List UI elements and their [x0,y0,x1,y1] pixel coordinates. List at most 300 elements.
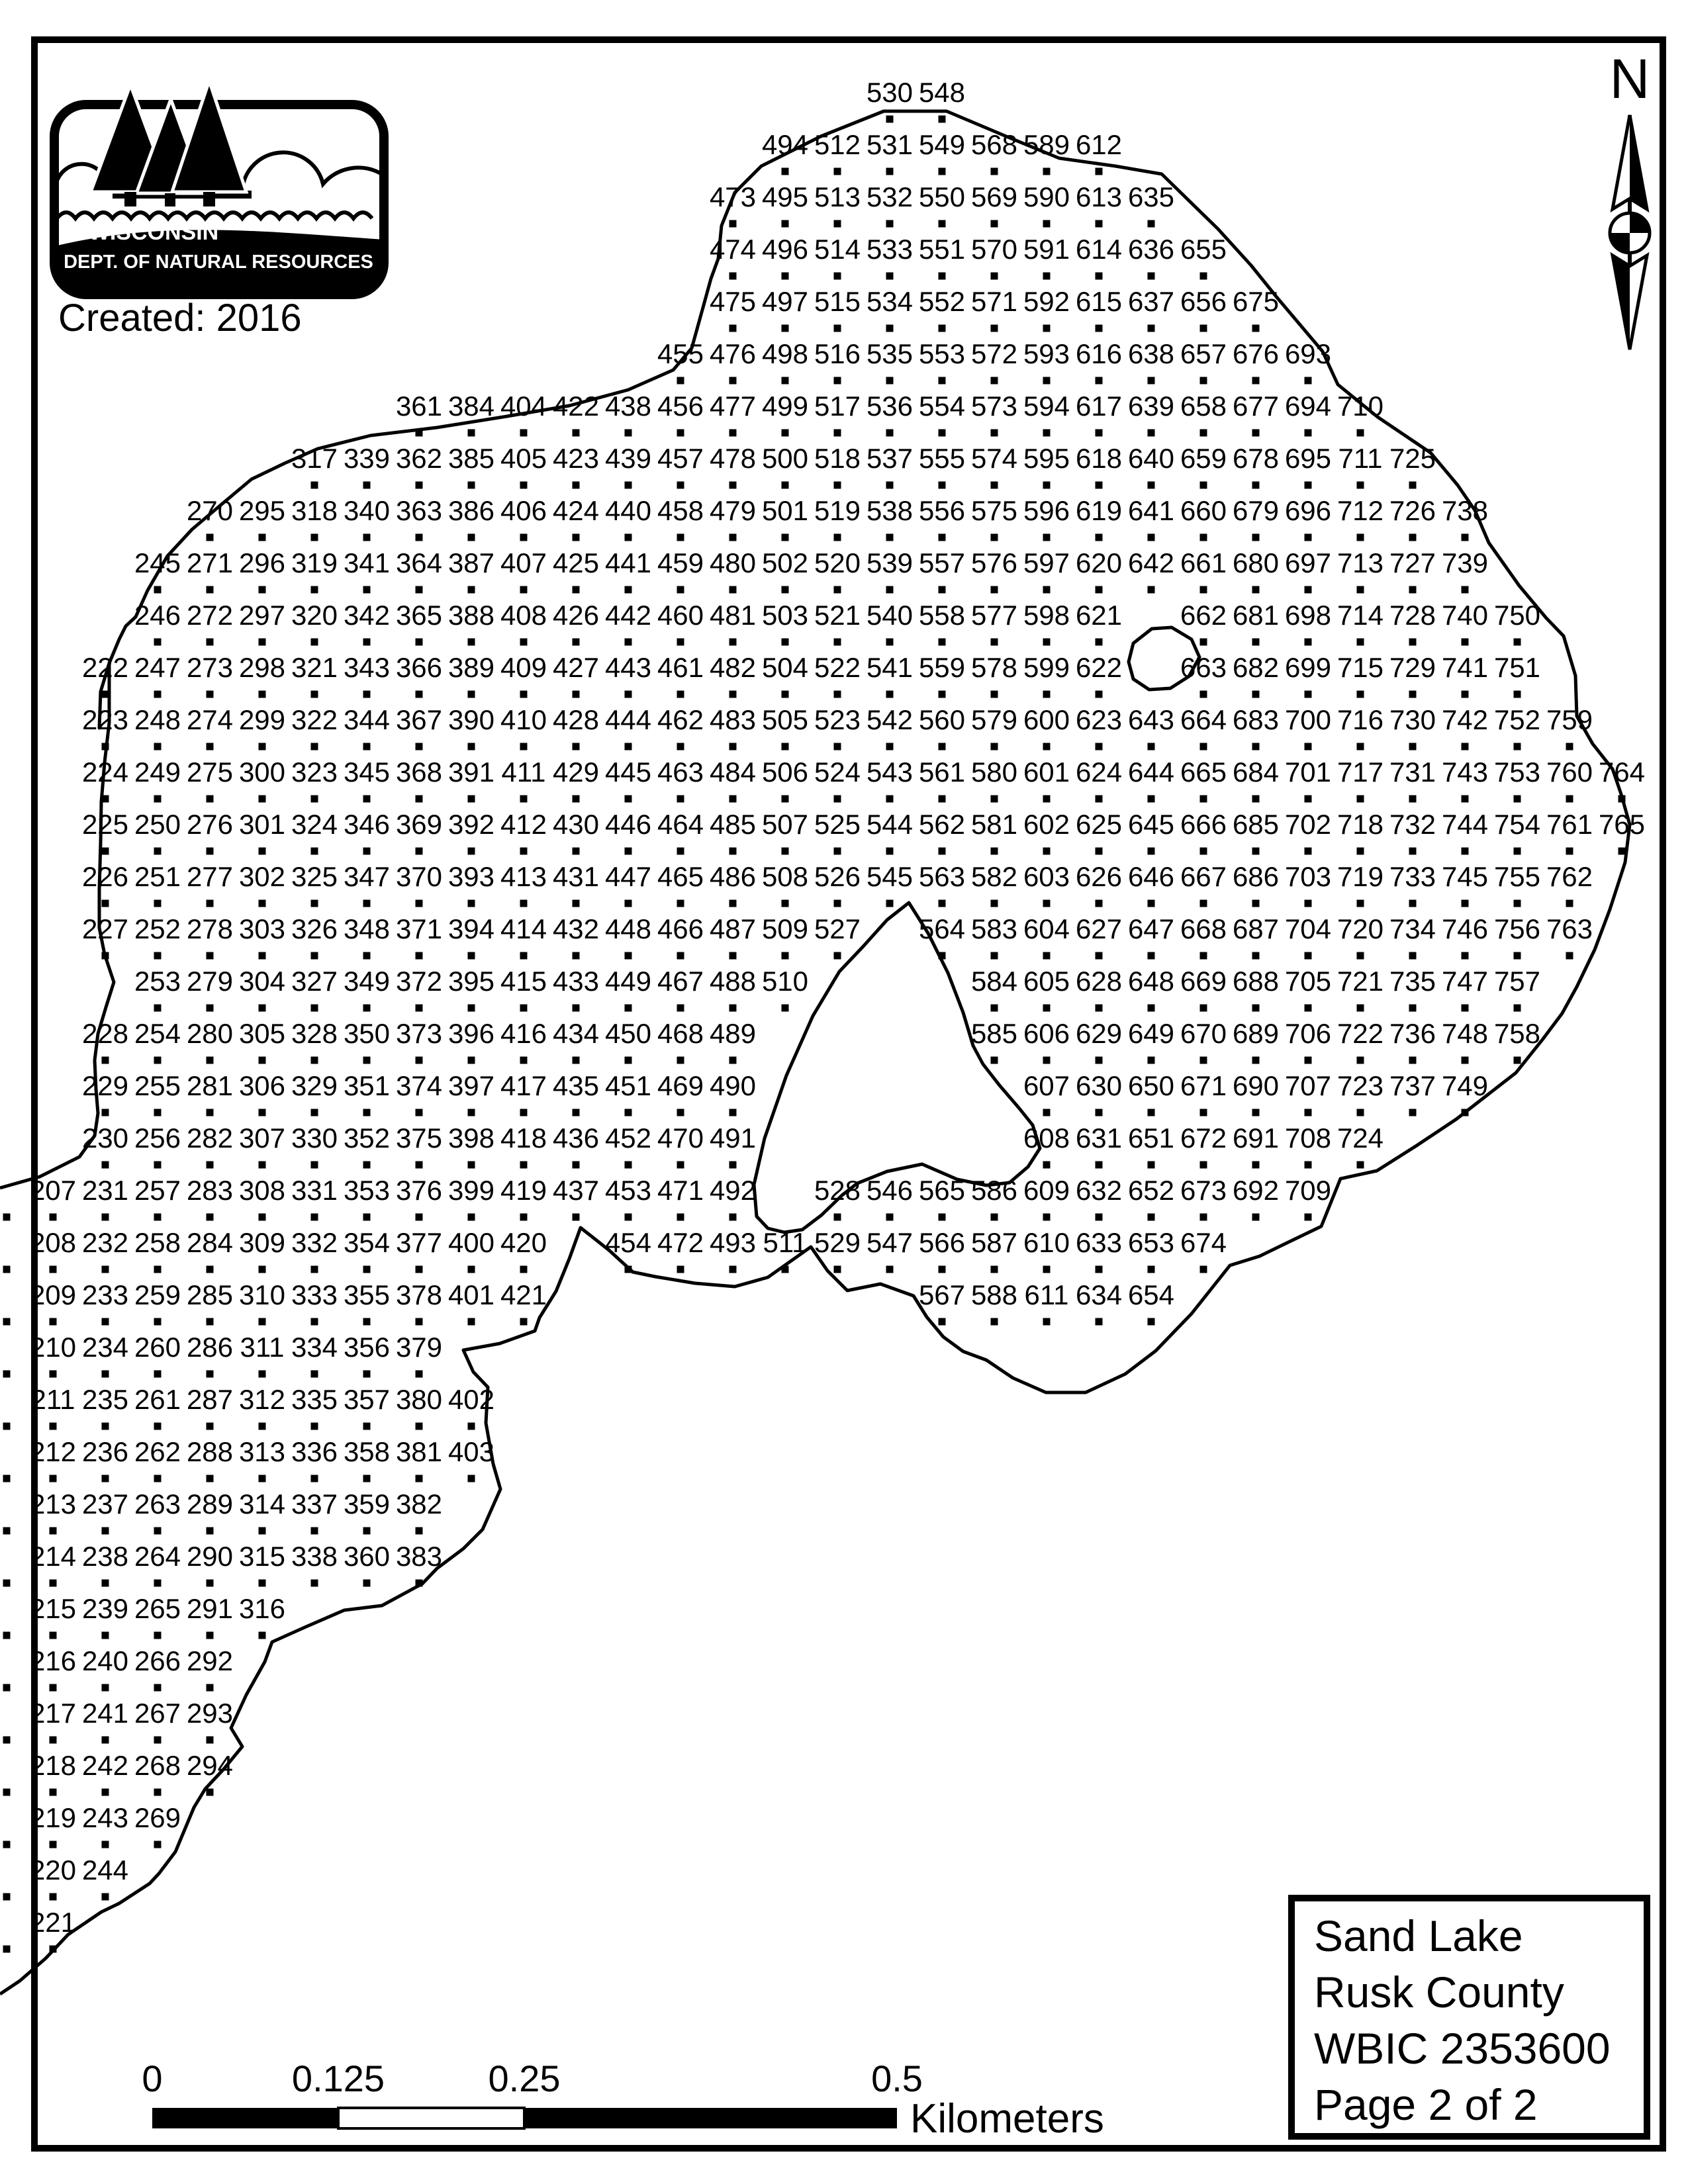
grid-point-label: 483 [709,704,757,735]
grid-point-marker [1357,1005,1364,1012]
grid-point-label: 333 [291,1279,338,1310]
grid-point-marker [834,377,841,385]
grid-point-label: 692 [1232,1175,1280,1206]
grid-point-marker [1043,900,1051,907]
grid-point-marker [886,848,894,855]
grid-point-marker [1514,848,1521,855]
grid-point-marker [729,377,737,385]
grid-point-marker [1096,1057,1103,1064]
grid-point-marker [782,1266,789,1273]
grid-point-label: 505 [761,704,809,735]
wbic-number: WBIC 2353600 [1314,2024,1611,2073]
grid-point-label: 643 [1127,704,1175,735]
grid-point-label: 659 [1180,443,1227,474]
grid-point-marker [1200,1161,1207,1169]
grid-point-marker [1096,1005,1103,1012]
grid-point-marker [782,430,789,437]
grid-point-marker [468,1266,475,1273]
grid-point-label: 715 [1336,652,1384,683]
grid-point-marker [363,691,371,698]
grid-point-marker [468,1161,475,1169]
grid-point-label: 650 [1127,1070,1175,1101]
grid-point-marker [259,1057,266,1064]
grid-point-label: 600 [1023,704,1070,735]
grid-point-label: 530 [866,77,914,108]
grid-point-marker [625,796,632,803]
grid-point-label: 325 [291,861,338,892]
grid-point-marker [886,377,894,385]
grid-point-marker [520,796,528,803]
grid-point-marker [834,639,841,646]
grid-point-label: 392 [447,809,495,840]
grid-point-marker [677,1005,684,1012]
grid-point-label: 519 [814,495,861,526]
grid-point-marker [1096,691,1103,698]
grid-point-marker [311,1318,318,1326]
grid-point-label: 247 [134,652,181,683]
grid-point-marker [416,848,423,855]
grid-point-label: 448 [604,913,652,944]
grid-point-marker [363,639,371,646]
grid-point-label: 313 [238,1436,286,1467]
grid-point-marker [207,639,214,646]
north-arrow [1610,48,1650,349]
grid-point-label: 527 [814,913,861,944]
grid-point-label: 284 [186,1227,234,1258]
grid-point-label: 599 [1023,652,1070,683]
grid-point-label: 467 [657,966,704,997]
grid-point-marker [729,430,737,437]
grid-point-label: 429 [552,756,600,788]
grid-point-label: 424 [552,495,600,526]
grid-point-marker [1357,482,1364,489]
grid-point-label: 720 [1336,913,1384,944]
grid-point-marker [259,586,266,594]
grid-point-label: 648 [1127,966,1175,997]
grid-point-marker [259,1580,266,1587]
grid-point-label: 685 [1232,809,1280,840]
grid-point-marker [259,639,266,646]
grid-point-marker [259,796,266,803]
grid-point-label: 580 [970,756,1018,788]
grid-point-label: 573 [970,390,1018,422]
grid-point-marker [1462,586,1469,594]
grid-point-label: 493 [709,1227,757,1258]
grid-point-label: 559 [918,652,966,683]
grid-point-label: 709 [1284,1175,1332,1206]
grid-point-label: 406 [500,495,547,526]
grid-point-label: 369 [395,809,443,840]
grid-point-label: 672 [1180,1122,1227,1154]
grid-point-marker [1357,848,1364,855]
grid-point-marker [1252,430,1260,437]
grid-point-label: 428 [552,704,600,735]
grid-point-marker [1305,1005,1312,1012]
grid-point-label: 384 [447,390,495,422]
grid-point-label: 391 [447,756,495,788]
grid-point-marker [1252,796,1260,803]
grid-point-label: 368 [395,756,443,788]
grid-point-marker [1148,482,1155,489]
grid-point-marker [50,1893,57,1901]
grid-point-marker [1305,743,1312,751]
grid-point-marker [3,1266,11,1273]
grid-point-marker [207,1057,214,1064]
grid-point-marker [1357,1057,1364,1064]
grid-point-label: 656 [1180,286,1227,317]
grid-point-marker [886,534,894,541]
grid-point-label: 377 [395,1227,443,1258]
grid-point-label: 724 [1336,1122,1384,1154]
grid-point-marker [1252,1109,1260,1116]
grid-point-marker [1409,1057,1417,1064]
grid-point-label: 264 [134,1541,181,1572]
grid-point-marker [886,691,894,698]
grid-point-marker [50,1684,57,1692]
grid-point-label: 348 [343,913,391,944]
grid-point-marker [468,691,475,698]
grid-point-label: 706 [1284,1018,1332,1049]
grid-point-label: 385 [447,443,495,474]
grid-point-marker [363,848,371,855]
grid-point-label: 400 [447,1227,495,1258]
grid-point-marker [1200,796,1207,803]
grid-point-marker [520,900,528,907]
grid-point-label: 452 [604,1122,652,1154]
grid-point-marker [886,586,894,594]
grid-point-label: 556 [918,495,966,526]
grid-point-label: 731 [1389,756,1436,788]
grid-point-label: 749 [1441,1070,1489,1101]
grid-point-marker [729,220,737,228]
grid-point-label: 699 [1284,652,1332,683]
grid-point-label: 297 [238,600,286,631]
grid-point-label: 413 [500,861,547,892]
grid-point-label: 277 [186,861,234,892]
grid-point-label: 470 [657,1122,704,1154]
grid-point-marker [1148,796,1155,803]
grid-point-label: 637 [1127,286,1175,317]
grid-point-label: 426 [552,600,600,631]
grid-point-label: 611 [1024,1279,1069,1310]
grid-point-marker [573,586,580,594]
grid-point-label: 259 [134,1279,181,1310]
grid-point-marker [939,1266,946,1273]
grid-point-marker [1305,900,1312,907]
grid-point-label: 437 [552,1175,600,1206]
grid-point-marker [102,1318,109,1326]
grid-point-marker [102,1057,109,1064]
grid-point-marker [1514,952,1521,960]
grid-point-label: 341 [343,547,391,578]
grid-point-marker [1043,691,1051,698]
grid-point-marker [207,534,214,541]
grid-point-label: 703 [1284,861,1332,892]
grid-point-label: 610 [1023,1227,1070,1258]
grid-point-label: 276 [186,809,234,840]
grid-point-label: 329 [291,1070,338,1101]
lake-name: Sand Lake [1314,1911,1523,1960]
grid-point-marker [468,1423,475,1430]
grid-point-label: 743 [1441,756,1489,788]
grid-point-marker [939,482,946,489]
grid-point-marker [625,1057,632,1064]
grid-point-marker [154,1737,162,1744]
grid-point-label: 516 [814,338,861,369]
grid-point-marker [1148,430,1155,437]
grid-point-label: 274 [186,704,234,735]
grid-point-marker [1252,1214,1260,1221]
grid-point-marker [1305,1109,1312,1116]
grid-point-label: 607 [1023,1070,1070,1101]
grid-point-marker [154,1580,162,1587]
grid-point-marker [154,1005,162,1012]
grid-point-label: 244 [81,1854,129,1886]
grid-point-marker [1252,691,1260,698]
grid-point-label: 661 [1180,547,1227,578]
grid-point-label: 640 [1127,443,1175,474]
grid-point-label: 221 [29,1907,77,1938]
grid-point-marker [416,482,423,489]
grid-point-marker [991,273,998,280]
grid-point-marker [1043,743,1051,751]
grid-point-label: 362 [395,443,443,474]
grid-point-label: 237 [81,1488,129,1520]
grid-point-label: 721 [1336,966,1384,997]
grid-point-marker [363,1005,371,1012]
grid-point-marker [154,1266,162,1273]
grid-point-marker [782,796,789,803]
grid-point-marker [573,743,580,751]
grid-point-label: 625 [1075,809,1123,840]
grid-point-label: 290 [186,1541,234,1572]
grid-point-marker [102,1266,109,1273]
grid-point-label: 727 [1389,547,1436,578]
grid-point-marker [1357,639,1364,646]
grid-point-marker [1096,796,1103,803]
grid-point-marker [625,534,632,541]
grid-point-label: 367 [395,704,443,735]
grid-point-label: 561 [918,756,966,788]
grid-point-marker [416,1371,423,1378]
grid-point-label: 501 [761,495,809,526]
grid-point-marker [1305,691,1312,698]
grid-point-marker [573,639,580,646]
grid-point-label: 242 [81,1750,129,1781]
grid-point-marker [311,1475,318,1482]
grid-point-marker [1043,1266,1051,1273]
grid-point-label: 630 [1075,1070,1123,1101]
grid-point-label: 535 [866,338,914,369]
grid-point-marker [154,1318,162,1326]
grid-point-label: 589 [1023,129,1070,160]
grid-point-label: 518 [814,443,861,474]
grid-point-label: 742 [1441,704,1489,735]
grid-point-marker [834,273,841,280]
grid-point-label: 398 [447,1122,495,1154]
grid-point-marker [991,1318,998,1326]
grid-point-marker [991,377,998,385]
grid-point-label: 562 [918,809,966,840]
grid-point-marker [207,848,214,855]
grid-point-marker [677,1109,684,1116]
grid-point-marker [1043,1161,1051,1169]
grid-point-marker [468,1109,475,1116]
grid-point-marker [311,1214,318,1221]
grid-point-marker [1305,796,1312,803]
grid-point-marker [1357,1109,1364,1116]
grid-point-label: 266 [134,1645,181,1676]
grid-point-label: 250 [134,809,181,840]
grid-point-label: 278 [186,913,234,944]
grid-point-label: 683 [1232,704,1280,735]
grid-point-label: 662 [1180,600,1227,631]
grid-point-label: 292 [186,1645,234,1676]
grid-point-label: 421 [500,1279,547,1310]
grid-point-label: 652 [1127,1175,1175,1206]
grid-point-marker [834,952,841,960]
grid-point-label: 402 [447,1384,495,1415]
grid-point-marker [207,1371,214,1378]
grid-point-marker [834,743,841,751]
grid-point-marker [311,1161,318,1169]
grid-point-marker [677,534,684,541]
grid-point-label: 427 [552,652,600,683]
grid-point-marker [573,1057,580,1064]
grid-point-marker [259,691,266,698]
grid-point-marker [677,1266,684,1273]
grid-point-label: 382 [395,1488,443,1520]
grid-point-label: 502 [761,547,809,578]
grid-point-label: 745 [1441,861,1489,892]
grid-point-marker [991,900,998,907]
north-arrow-circle-ne [1630,213,1650,233]
grid-point-marker [1305,1161,1312,1169]
grid-point-marker [886,325,894,332]
grid-point-marker [991,691,998,698]
grid-point-marker [416,1214,423,1221]
grid-point-label: 654 [1127,1279,1175,1310]
grid-point-marker [677,952,684,960]
grid-point-label: 547 [866,1227,914,1258]
grid-point-marker [1096,482,1103,489]
grid-point-marker [207,1737,214,1744]
grid-point-marker [729,848,737,855]
grid-point-label: 713 [1336,547,1384,578]
grid-point-marker [1409,796,1417,803]
grid-point-label: 409 [500,652,547,683]
grid-point-label: 511 [763,1227,808,1258]
grid-point-label: 312 [238,1384,286,1415]
north-arrow-circle-sw [1610,233,1630,253]
grid-point-label: 633 [1075,1227,1123,1258]
grid-point-marker [1462,1057,1469,1064]
grid-point-label: 540 [866,600,914,631]
grid-point-label: 302 [238,861,286,892]
grid-point-label: 744 [1441,809,1489,840]
grid-point-label: 604 [1023,913,1070,944]
grid-point-marker [1200,743,1207,751]
grid-point-marker [520,848,528,855]
grid-point-marker [520,430,528,437]
grid-point-marker [1252,639,1260,646]
grid-point-label: 495 [761,181,809,212]
grid-point-label: 532 [866,181,914,212]
grid-point-label: 496 [761,234,809,265]
grid-point-label: 459 [657,547,704,578]
grid-point-marker [520,1109,528,1116]
grid-point-label: 602 [1023,809,1070,840]
grid-point-label: 737 [1389,1070,1436,1101]
grid-point-marker [1148,1057,1155,1064]
grid-point-marker [363,1318,371,1326]
grid-point-marker [1252,534,1260,541]
grid-point-marker [1096,1214,1103,1221]
grid-point-label: 317 [291,443,338,474]
grid-point-marker [1409,1109,1417,1116]
grid-point-marker [1148,848,1155,855]
grid-point-marker [1200,848,1207,855]
grid-point-marker [782,482,789,489]
grid-point-marker [1462,900,1469,907]
grid-point-marker [416,1580,423,1587]
grid-point-label: 548 [918,77,966,108]
grid-point-label: 644 [1127,756,1175,788]
grid-point-marker [782,743,789,751]
grid-point-marker [468,1475,475,1482]
grid-point-marker [1514,796,1521,803]
grid-point-marker [939,952,946,960]
grid-point-marker [102,1580,109,1587]
grid-point-label: 319 [291,547,338,578]
grid-point-label: 330 [291,1122,338,1154]
grid-point-marker [1096,743,1103,751]
grid-point-marker [1096,1161,1103,1169]
grid-point-marker [991,534,998,541]
grid-point-marker [3,1475,11,1482]
grid-point-marker [939,639,946,646]
grid-point-label: 765 [1598,809,1646,840]
grid-point-label: 254 [134,1018,181,1049]
grid-point-label: 350 [343,1018,391,1049]
grid-point-marker [1409,743,1417,751]
grid-point-label: 331 [291,1175,338,1206]
grid-point-marker [1462,534,1469,541]
grid-point-label: 624 [1075,756,1123,788]
grid-point-marker [834,691,841,698]
grid-point-label: 438 [604,390,652,422]
grid-point-label: 296 [238,547,286,578]
grid-point-marker [782,848,789,855]
grid-point-label: 534 [866,286,914,317]
grid-point-label: 415 [500,966,547,997]
grid-point-label: 557 [918,547,966,578]
grid-point-marker [363,534,371,541]
grid-point-marker [154,1789,162,1796]
grid-point-label: 213 [29,1488,77,1520]
grid-point-marker [520,1214,528,1221]
grid-point-marker [782,325,789,332]
grid-point-marker [1514,1005,1521,1012]
county-name: Rusk County [1314,1968,1564,2017]
grid-point-marker [1462,952,1469,960]
grid-point-marker [1043,1214,1051,1221]
grid-point-label: 215 [29,1593,77,1624]
grid-point-marker [1252,848,1260,855]
grid-point-marker [1462,1005,1469,1012]
grid-point-marker [573,952,580,960]
grid-point-label: 696 [1284,495,1332,526]
